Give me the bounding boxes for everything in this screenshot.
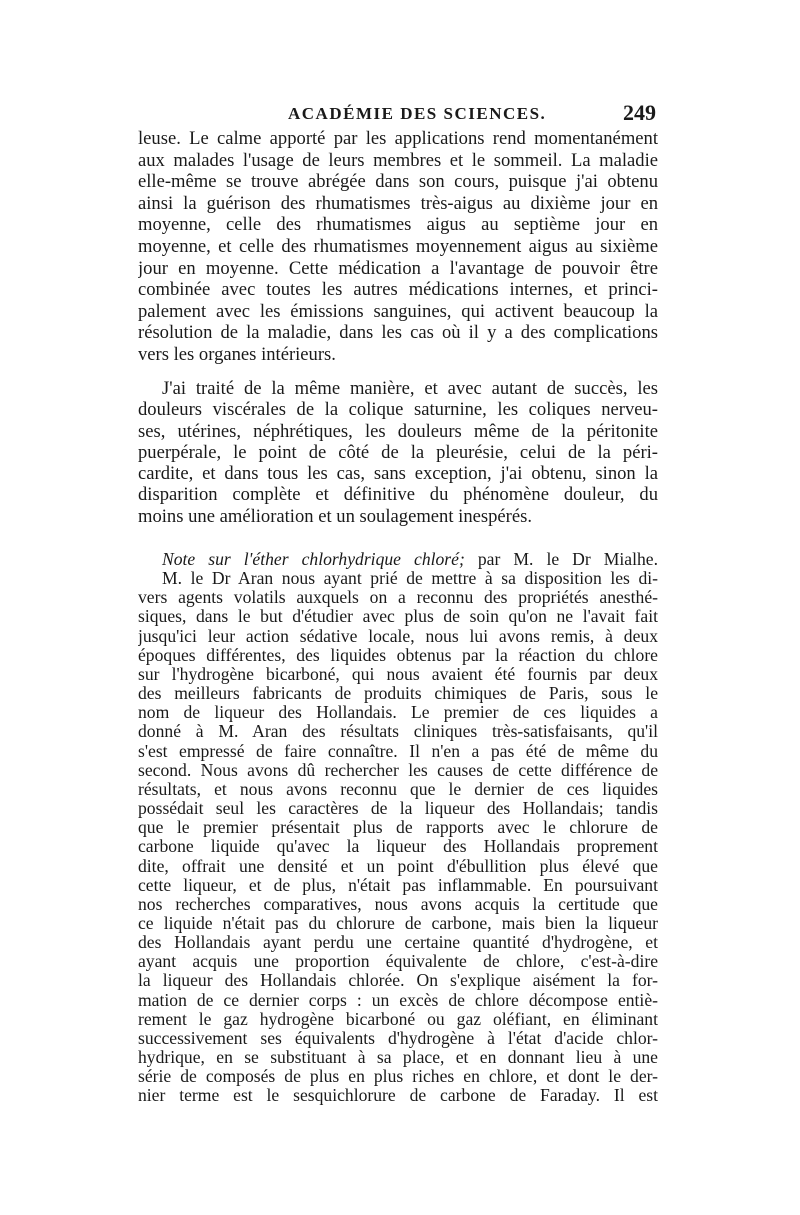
note-ether-section [138, 550, 658, 1106]
text-line: donné à M. Aran des résultats cliniques très-satisfaisants, qu'il [138, 722, 658, 742]
text-line: que le premier présentait plus de rapports avec le chlorure de [138, 818, 658, 838]
text-line: puerpérale, le point de côté de la pleurésie, celui de la péri- [138, 441, 658, 463]
text-line: moyenne, celle des rhumatismes aigus au septième jour en [138, 214, 658, 236]
text-line: second. Nous avons dû rechercher les causes de cette différence de [138, 760, 658, 780]
text-line: moins une amélioration et un soulagement inespérés. [138, 505, 532, 527]
text-line: résultats, et nous avons reconnu que le dernier de ces liquides [138, 779, 658, 799]
note-heading [138, 550, 658, 569]
text-line: douleurs viscérales de la colique saturnine, les coliques nerveu- [138, 399, 658, 421]
text-line: époques différentes, des liquides obtenus par la réaction du chlore [138, 645, 658, 665]
text-line: palement avec les émissions sanguines, qui activent beaucoup la [138, 300, 658, 322]
text-line: cardite, et dans tous les cas, sans exception, j'ai obtenu, sinon la [138, 463, 658, 485]
text-line: ses, utérines, néphrétiques, les douleurs même de la péritonite [138, 420, 658, 442]
text-line: nier terme est le sesquichlorure de carbone de Faraday. Il est [138, 1086, 658, 1106]
text-line: jour en moyenne. Cette médication a l'avantage de pouvoir être [138, 257, 658, 279]
text-line: sur l'hydrogène bicarboné, qui nous avaient été fournis par deux [138, 664, 658, 684]
text-line: ayant acquis une proportion équivalente de chlore, c'est-à-dire [138, 952, 658, 972]
note-title: Note sur l'éther chlorhydrique chloré; [162, 550, 465, 569]
text-line: possédait seul les caractères de la liqueur des Hollandais; tandis [138, 799, 658, 819]
text-line: M. le Dr Aran nous ayant prié de mettre à sa disposition les di- [162, 569, 658, 589]
text-line: moyenne, et celle des rhumatismes moyennement aigus au sixième [138, 235, 658, 257]
text-line: carbone liquide qu'avec la liqueur des Hollandais proprement [138, 837, 658, 857]
paragraph-visceral-pains [138, 378, 658, 527]
paragraph-rheumatism-results [138, 128, 658, 366]
text-line: nos recherches comparatives, nous avons acquis la certitude que [138, 894, 658, 914]
text-line: des Hollandais ayant perdu une certaine quantité d'hydrogène, et [138, 933, 658, 953]
text-line: successivement ses équivalents d'hydrogène à l'état d'acide chlor- [138, 1028, 658, 1048]
running-title: ACADÉMIE DES SCIENCES. [288, 104, 547, 123]
text-line: vers agents volatils auxquels on a reconnu des propriétés anesthé- [138, 588, 658, 608]
text-line: ce liquide n'était pas du chlorure de carbone, mais bien la liqueur [138, 913, 658, 933]
text-line: résolution de la maladie, dans les cas où il y a des complications [138, 322, 658, 344]
text-line: cette liqueur, et de plus, n'était pas inflammable. En poursuivant [138, 875, 658, 895]
text-line: la liqueur des Hollandais chlorée. On s'explique aisément la for- [138, 971, 658, 991]
text-line: elle-même se trouve abrégée dans son cours, puisque j'ai obtenu [138, 171, 658, 193]
text-line: vers les organes intérieurs. [138, 343, 336, 365]
text-line: aux malades l'usage de leurs membres et le sommeil. La maladie [138, 149, 658, 171]
text-line: dite, offrait une densité et un point d'ébullition plus élevé que [138, 856, 658, 876]
text-line: mation de ce dernier corps : un excès de chlore décompose entiè- [138, 990, 658, 1010]
text-line: ainsi la guérison des rhumatismes très-aigus au dixième jour en [138, 192, 658, 214]
page-header [138, 100, 658, 130]
text-line: J'ai traité de la même manière, et avec autant de succès, les [162, 378, 658, 399]
text-line: des meilleurs fabricants de produits chimiques de Paris, sous le [138, 684, 658, 704]
text-line: s'est empressé de faire connaître. Il n'en a pas été de même du [138, 741, 658, 761]
text-line: rement le gaz hydrogène bicarboné ou gaz oléfiant, en éliminant [138, 1009, 658, 1029]
text-line: disparition complète et définitive du phénomène douleur, du [138, 484, 658, 506]
text-line: nom de liqueur des Hollandais. Le premier de ces liquides a [138, 703, 658, 723]
text-line: siques, dans le but d'étudier avec plus de soin qu'on ne l'avait fait [138, 607, 658, 627]
text-line: jusqu'ici leur action sédative locale, nous lui avons remis, à deux [138, 626, 658, 646]
note-body [138, 569, 658, 1105]
page-number: 249 [623, 100, 656, 125]
text-line: combinée avec toutes les autres médications internes, et princi- [138, 279, 658, 301]
text-line: série de composés de plus en plus riches en chlore, et dont le der- [138, 1067, 658, 1087]
note-byline: par M. le Dr Mialhe. [477, 550, 658, 569]
text-line: leuse. Le calme apporté par les applications rend momentanément [138, 128, 658, 149]
text-line: hydrique, en se substituant à sa place, et en donnant lieu à une [138, 1048, 658, 1068]
